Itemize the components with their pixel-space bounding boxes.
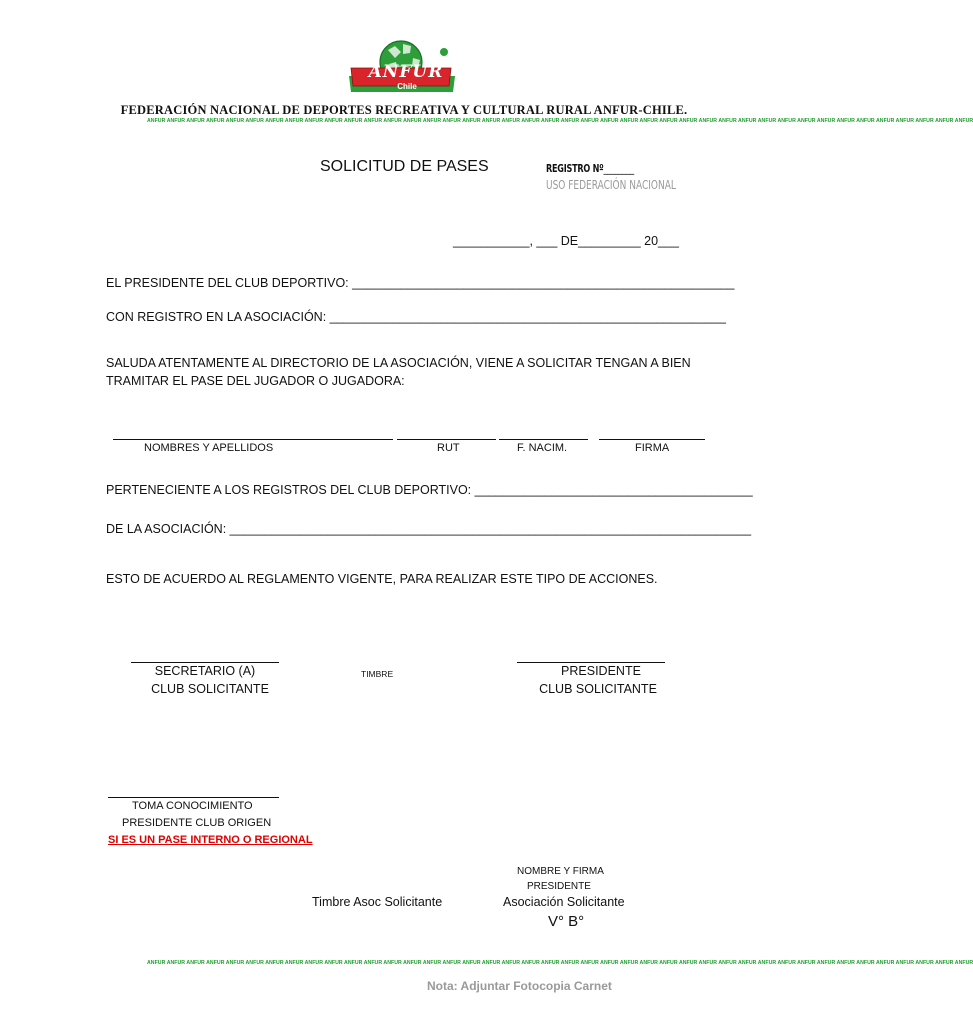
federation-heading: FEDERACIÓN NACIONAL DE DEPORTES RECREATIVA Y CULTURAL RURAL ANFUR-CHILE. <box>120 103 688 117</box>
form-title: SOLICITUD DE PASES <box>320 158 489 175</box>
rut-blank-line <box>397 439 496 440</box>
saluda-text-line1: SALUDA ATENTAMENTE AL DIRECTORIO DE LA ASOCIACIÓN, VIENE A SOLICITAR TENGAN A BIEN <box>106 356 691 370</box>
registro-blank: ________ <box>603 162 634 175</box>
date-line: ___________, ___ DE_________ 20___ <box>453 234 679 248</box>
footer-anfur-strip: ANFUR ANFUR ANFUR ANFUR ANFUR ANFUR ANFUR ANFUR ANFUR ANFUR ANFUR ANFUR ANFUR ANFUR ANFUR ANFUR ANFUR ANFUR ANFUR ANFUR ANFUR ANFUR ANFUR ANFUR ANFUR ANFUR ANFUR ANFUR ANFUR ANFUR ANFUR ANFUR ANFUR ANFUR ANFUR ANFUR ANFUR ANFUR ANFUR ANFUR ANFUR ANFUR <box>147 960 973 966</box>
nacim-label: F. NACIM. <box>517 442 568 454</box>
club-solicitante-right-label: CLUB SOLICITANTE <box>539 682 657 696</box>
registro-label <box>546 162 634 175</box>
uso-federacion-label: USO FEDERACIÓN NACIONAL <box>546 177 676 192</box>
registro-asociacion-line: CON REGISTRO EN LA ASOCIACIÓN: _________________________________________________________ <box>106 310 726 324</box>
presidente-label: PRESIDENTE <box>561 664 641 678</box>
presidente-club-line: EL PRESIDENTE DEL CLUB DEPORTIVO: _______________________________________________________ <box>106 276 735 290</box>
vb-label: V° B° <box>548 913 585 930</box>
header-anfur-strip: ANFUR ANFUR ANFUR ANFUR ANFUR ANFUR ANFUR ANFUR ANFUR ANFUR ANFUR ANFUR ANFUR ANFUR ANFUR ANFUR ANFUR ANFUR ANFUR ANFUR ANFUR ANFUR ANFUR ANFUR ANFUR ANFUR ANFUR ANFUR ANFUR ANFUR ANFUR ANFUR ANFUR ANFUR ANFUR ANFUR ANFUR ANFUR ANFUR ANFUR ANFUR ANFUR <box>147 118 973 124</box>
de-la-asociacion-line: DE LA ASOCIACIÓN: ___________________________________________________________________________ <box>106 522 752 536</box>
logo-brand-text: ANFUR <box>368 62 444 82</box>
presidente-asoc-label: PRESIDENTE <box>527 881 591 892</box>
nombres-label: NOMBRES Y APELLIDOS <box>144 442 274 454</box>
asociacion-solicitante-label: Asociación Solicitante <box>503 895 625 909</box>
anfur-logo <box>343 38 463 98</box>
secretario-label: SECRETARIO (A) <box>154 664 256 678</box>
acuerdo-line: ESTO DE ACUERDO AL REGLAMENTO VIGENTE, PARA REALIZAR ESTE TIPO DE ACCIONES. <box>106 572 658 586</box>
presidente-club-origen-label: PRESIDENTE CLUB ORIGEN <box>122 817 272 829</box>
logo-country-text: Chile <box>397 82 417 91</box>
presidente-signature-line <box>517 662 665 663</box>
secretario-signature-line <box>131 662 279 663</box>
toma-conocimiento-label: TOMA CONOCIMIENTO <box>132 800 253 812</box>
saluda-text-line2: TRAMITAR EL PASE DEL JUGADOR O JUGADORA: <box>106 374 405 388</box>
firma-blank-line <box>599 439 705 440</box>
nombres-blank-line <box>113 439 393 440</box>
nota-text: Nota: Adjuntar Fotocopia Carnet <box>427 979 612 993</box>
toma-conocimiento-line <box>108 797 279 798</box>
firma-label: FIRMA <box>635 442 670 454</box>
si-es-interno-note: SI ES UN PASE INTERNO O REGIONAL <box>108 834 313 846</box>
perteneciente-line: PERTENECIENTE A LOS REGISTROS DEL CLUB DEPORTIVO: ________________________________________ <box>106 483 753 497</box>
club-solicitante-left-label: CLUB SOLICITANTE <box>151 682 269 696</box>
nacim-blank-line <box>499 439 588 440</box>
registro-label-text: REGISTRO Nº <box>546 162 604 175</box>
rut-label: RUT <box>437 442 460 454</box>
timbre-label: TIMBRE <box>361 669 394 679</box>
timbre-asoc-label: Timbre Asoc Solicitante <box>312 895 443 909</box>
nombre-firma-label: NOMBRE Y FIRMA <box>517 866 604 877</box>
